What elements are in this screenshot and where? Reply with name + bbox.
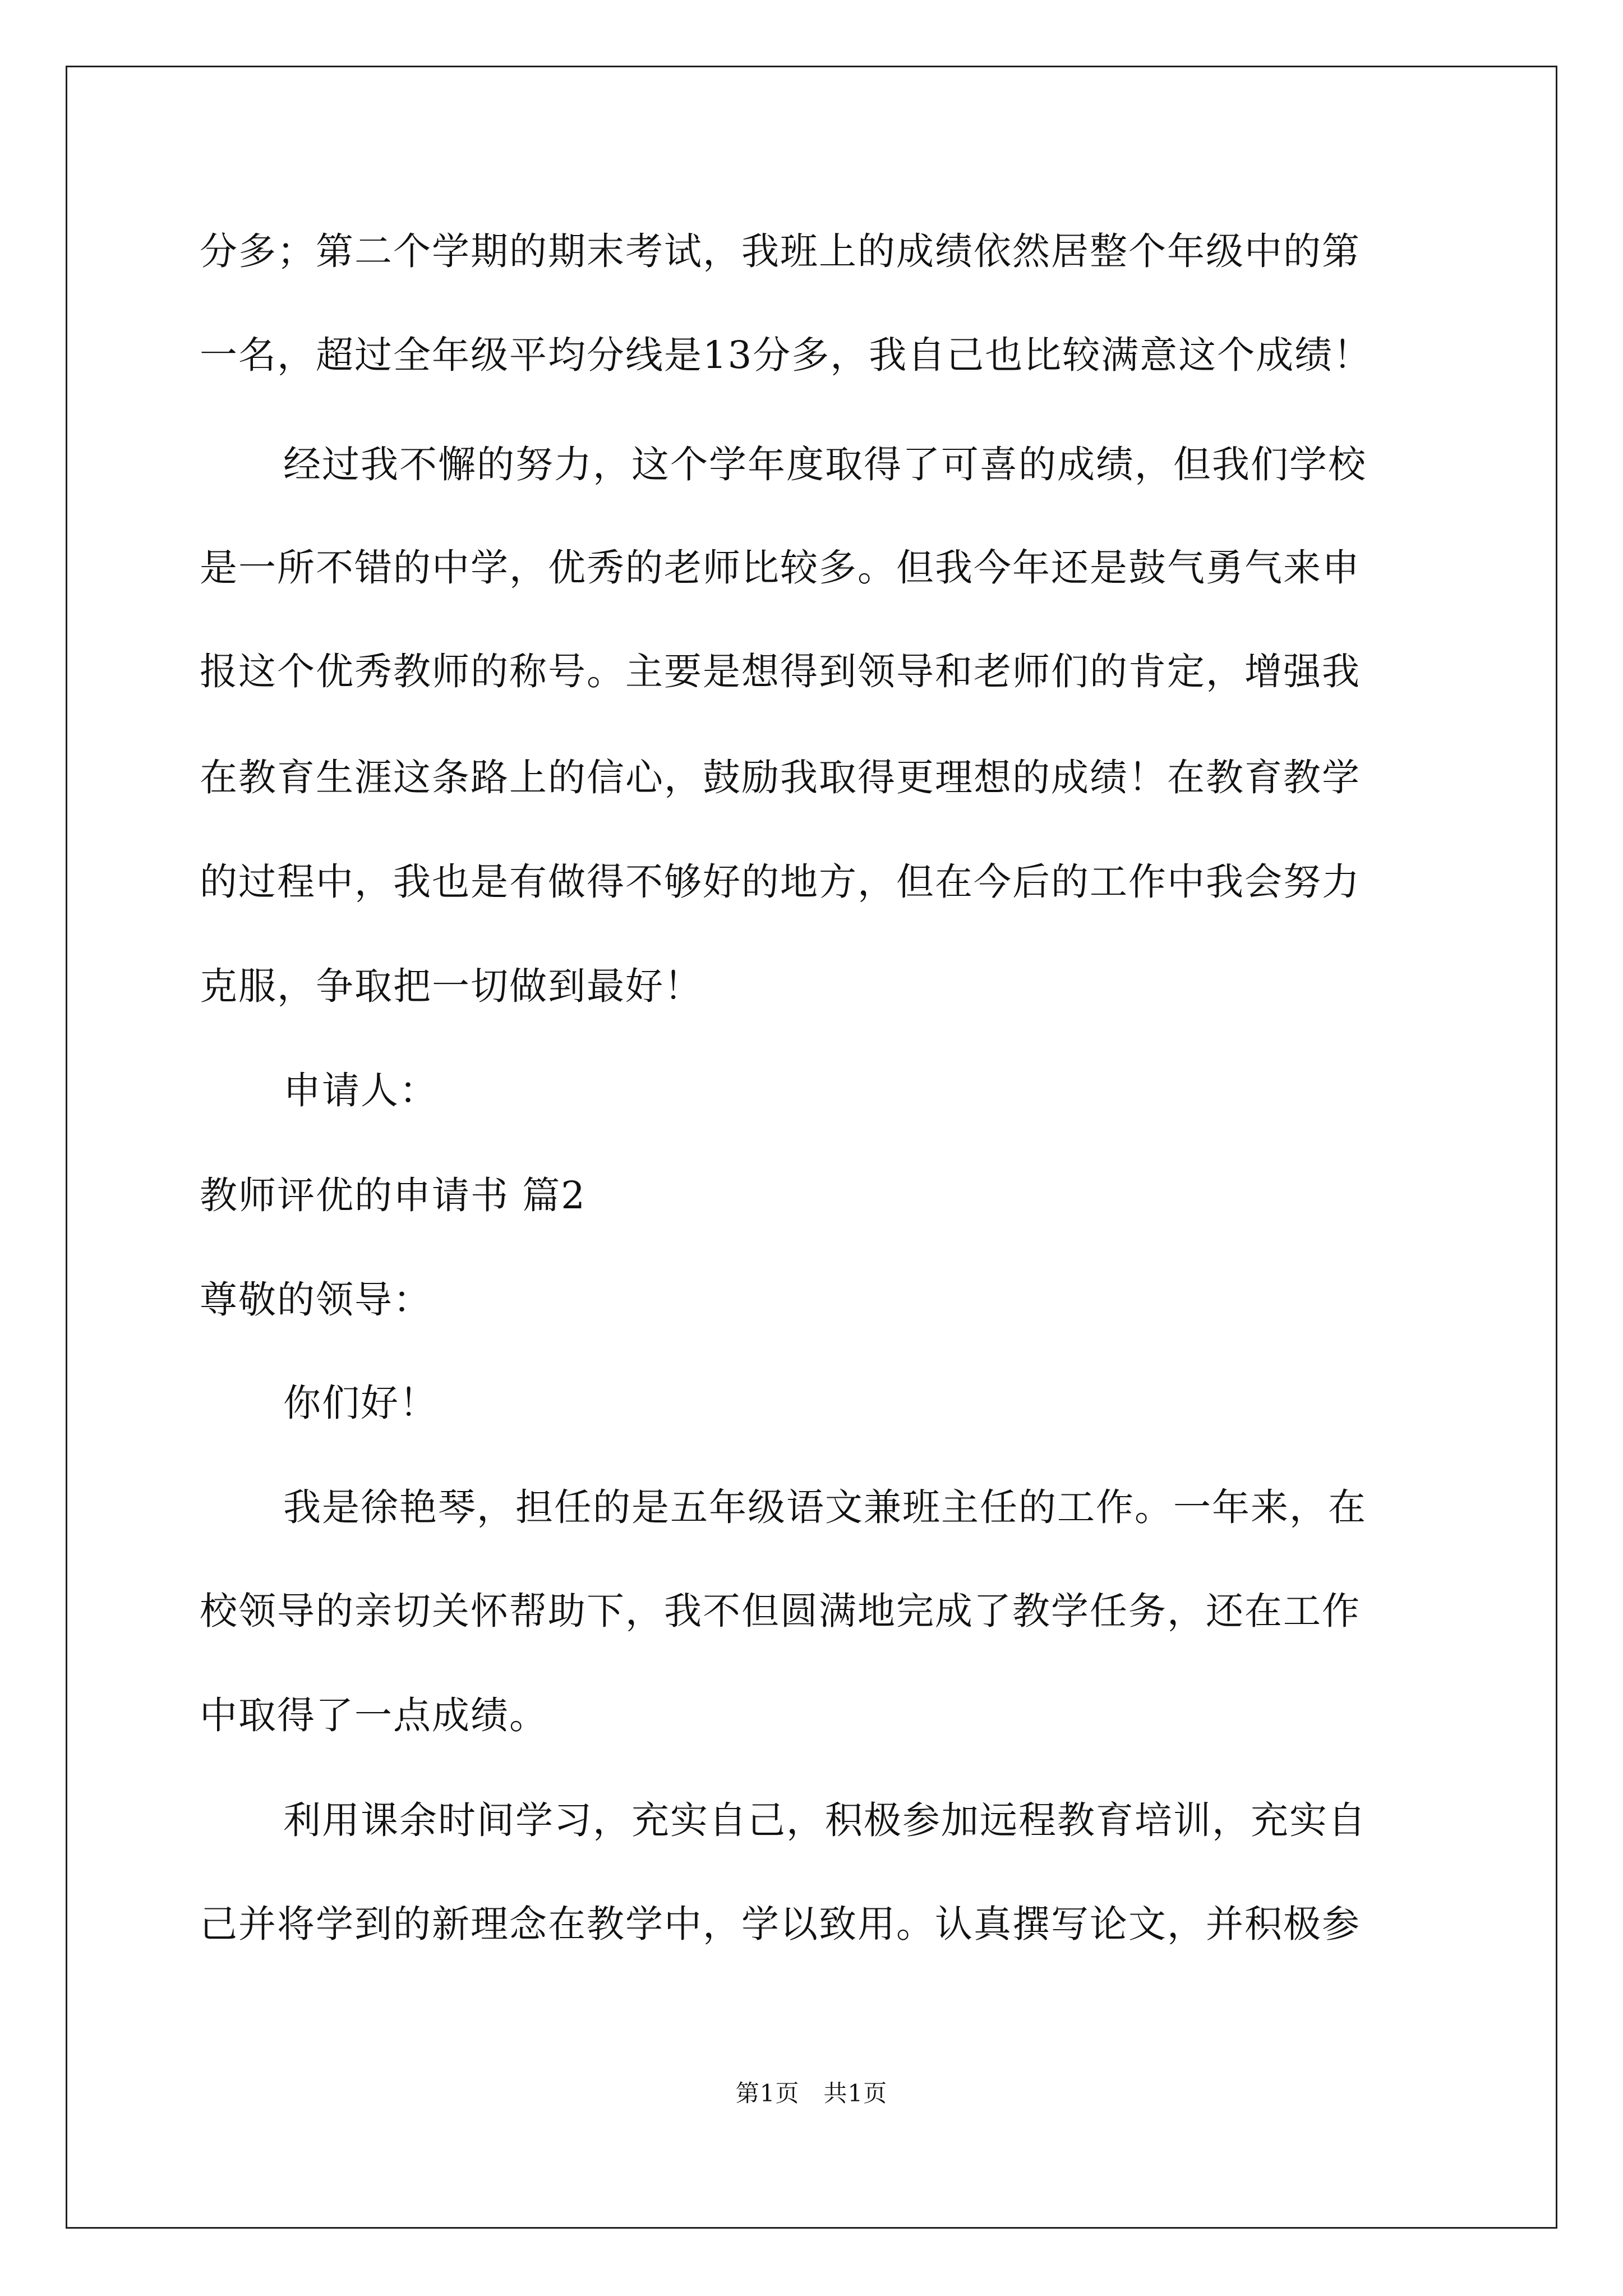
salutation: 尊敬的领导： [200,1278,432,1322]
paragraph-start: 我是徐艳琴，担任的是五年级语文兼班主任的工作。一年来，在 [283,1485,1367,1529]
section-heading: 教师评优的申请书 篇2 [200,1174,586,1217]
greeting: 你们好！ [283,1381,438,1425]
text-line: 在教育生涯这条路上的信心，鼓励我取得更理想的成绩！在教育教学 [200,756,1361,799]
text-line: 一名，超过全年级平均分线是13分多，我自己也比较满意这个成绩！ [200,333,1372,377]
paragraph-start: 利用课余时间学习，充实自己，积极参加远程教育培训，充实自 [283,1798,1367,1842]
paragraph-start: 经过我不懈的努力，这个学年度取得了可喜的成绩，但我们学校 [283,443,1367,486]
text-line: 报这个优秀教师的称号。主要是想得到领导和老师们的肯定，增强我 [200,650,1361,693]
text-line: 克服，争取把一切做到最好！ [200,964,703,1008]
text-line: 分多；第二个学期的期末考试，我班上的成绩依然居整个年级中的第 [200,229,1361,273]
applicant-label: 申请人： [283,1069,438,1112]
text-line: 中取得了一点成绩。 [200,1694,548,1737]
text-line: 是一所不错的中学，优秀的老师比较多。但我今年还是鼓气勇气来申 [200,546,1361,590]
text-line: 的过程中，我也是有做得不够好的地方，但在今后的工作中我会努力 [200,860,1361,904]
text-line: 校领导的亲切关怀帮助下，我不但圆满地完成了教学任务，还在工作 [200,1589,1361,1633]
page-footer: 第1页 共1页 [735,2079,888,2107]
text-line: 己并将学到的新理念在教学中，学以致用。认真撰写论文，并积极参 [200,1902,1361,1946]
